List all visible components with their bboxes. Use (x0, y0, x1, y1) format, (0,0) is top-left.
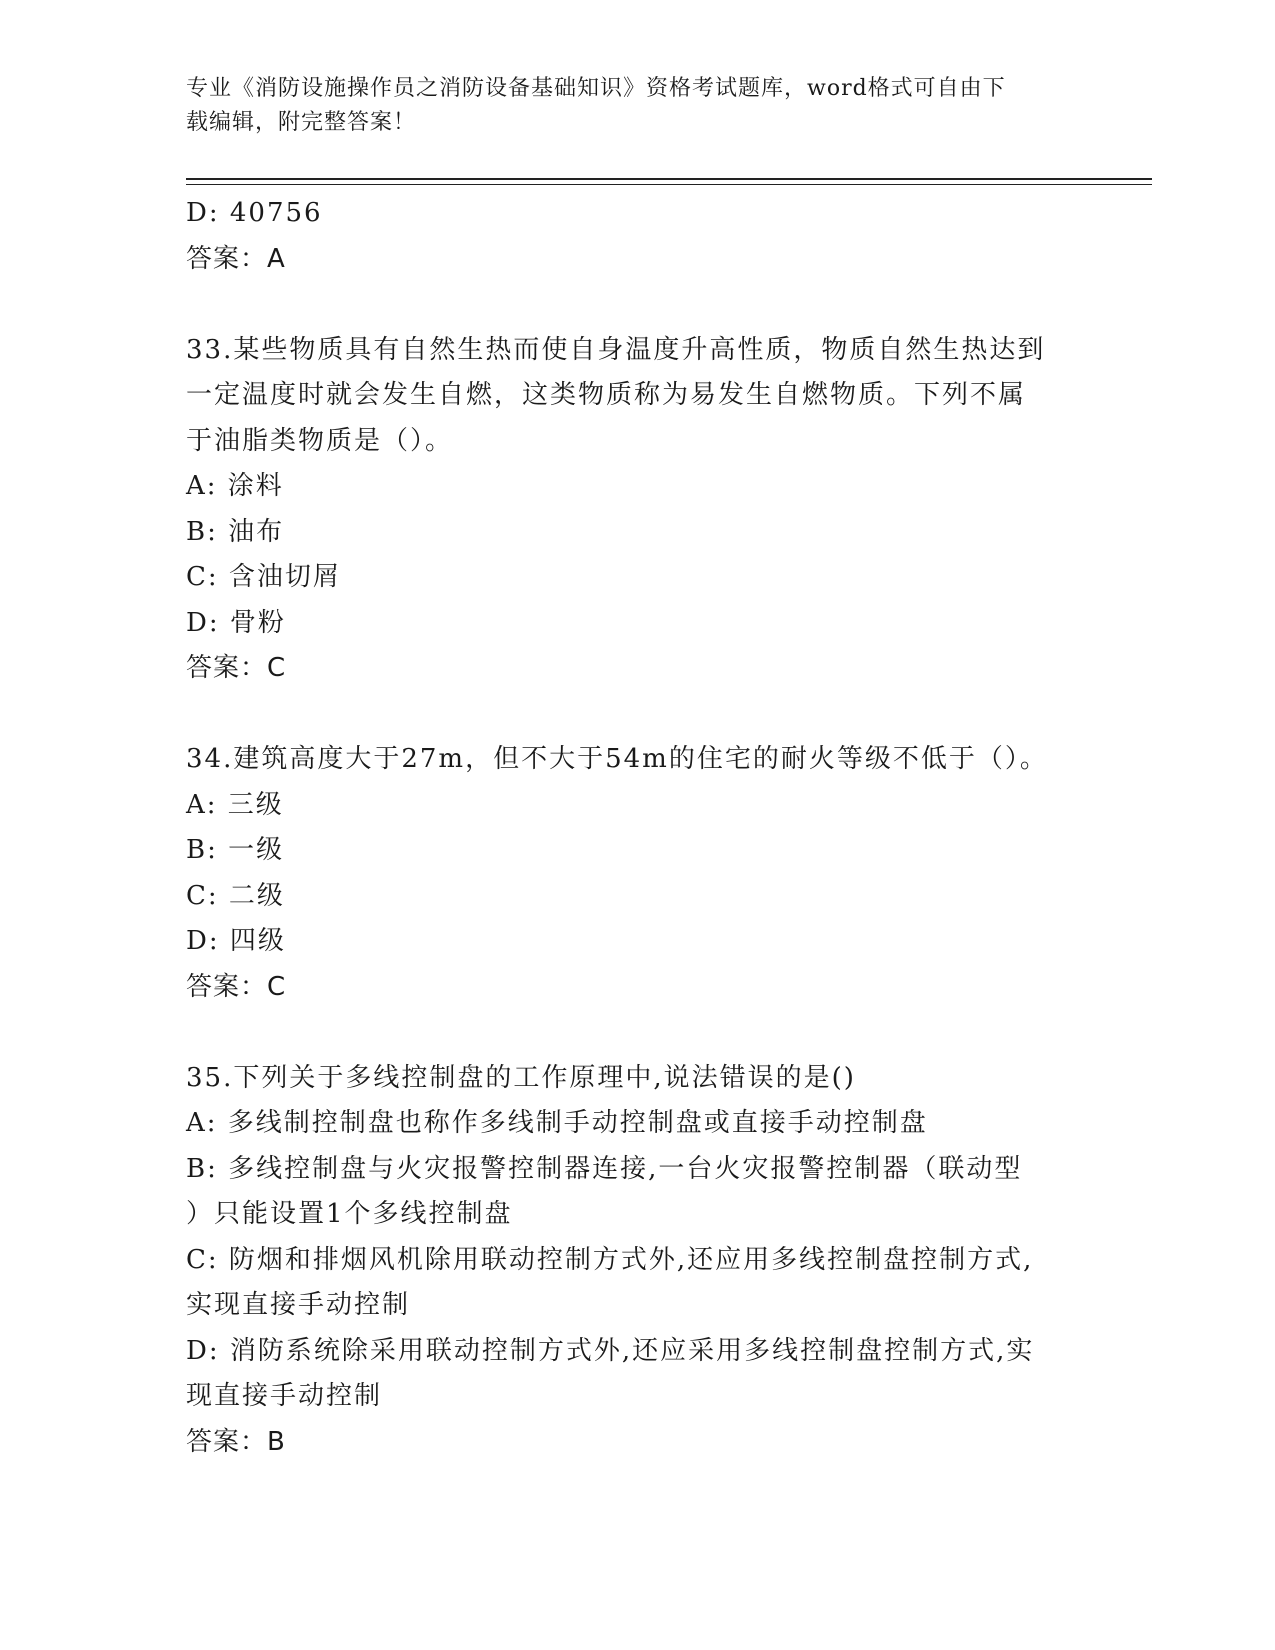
answer: 答案：C (186, 653, 287, 683)
spacer (186, 1010, 1076, 1056)
option-b: B: 多线控制盘与火灾报警控制器连接,一台火灾报警控制器（联动型 (186, 1153, 1023, 1184)
prev-answer: 答案：A (186, 243, 286, 274)
document-header (186, 72, 1066, 140)
question-35 (186, 1056, 1076, 1466)
spacer (186, 692, 1076, 738)
option-c-continued: 实现直接手动控制 (186, 1290, 411, 1320)
header-divider-thin (186, 184, 1152, 185)
question-text-line: 33.某些物质具有自然生热而使自身温度升高性质，物质自然生热达到 (186, 334, 1046, 365)
option-d-continued: 现直接手动控制 (186, 1381, 383, 1411)
question-text-line: 34.建筑高度大于27m，但不大于54m的住宅的耐火等级不低于（）。 (186, 744, 1048, 774)
question-34 (186, 737, 1076, 1010)
question-list (186, 191, 1076, 1465)
question-text-line: 一定温度时就会发生自燃，这类物质称为易发生自燃物质。下列不属 (186, 380, 1027, 410)
option-c: C: 防烟和排烟风机除用联动控制方式外,还应用多线控制盘控制方式, (186, 1244, 1034, 1275)
prev-option-d: D: 40756 (186, 198, 323, 228)
option-b: B: 一级 (186, 835, 285, 865)
answer: 答案：C (186, 971, 287, 1002)
option-c: C: 二级 (186, 880, 285, 911)
option-d: D: 骨粉 (186, 607, 286, 638)
option-a: A: 三级 (186, 789, 284, 820)
option-a: A: 涂料 (186, 471, 284, 501)
question-33 (186, 328, 1076, 692)
question-text-line: 35.下列关于多线控制盘的工作原理中,说法错误的是() (186, 1062, 856, 1093)
option-a: A: 多线制控制盘也称作多线制手动控制盘或直接手动控制盘 (186, 1108, 928, 1138)
option-d: D: 消防系统除采用联动控制方式外,还应采用多线控制盘控制方式,实 (186, 1335, 1035, 1366)
header-divider-thick (186, 178, 1152, 180)
header-line-1: 专业《消防设施操作员之消防设备基础知识》资格考试题库，word格式可自由下 (186, 76, 1006, 101)
spacer (186, 282, 1076, 328)
option-b-continued: ）只能设置1个多线控制盘 (186, 1199, 513, 1229)
question-text-line: 于油脂类物质是（）。 (186, 425, 454, 456)
option-c: C: 含油切屑 (186, 562, 341, 592)
answer: 答案：B (186, 1426, 286, 1457)
option-d: D: 四级 (186, 926, 286, 956)
option-b: B: 油布 (186, 516, 285, 547)
header-line-2: 载编辑，附完整答案！ (186, 110, 417, 135)
